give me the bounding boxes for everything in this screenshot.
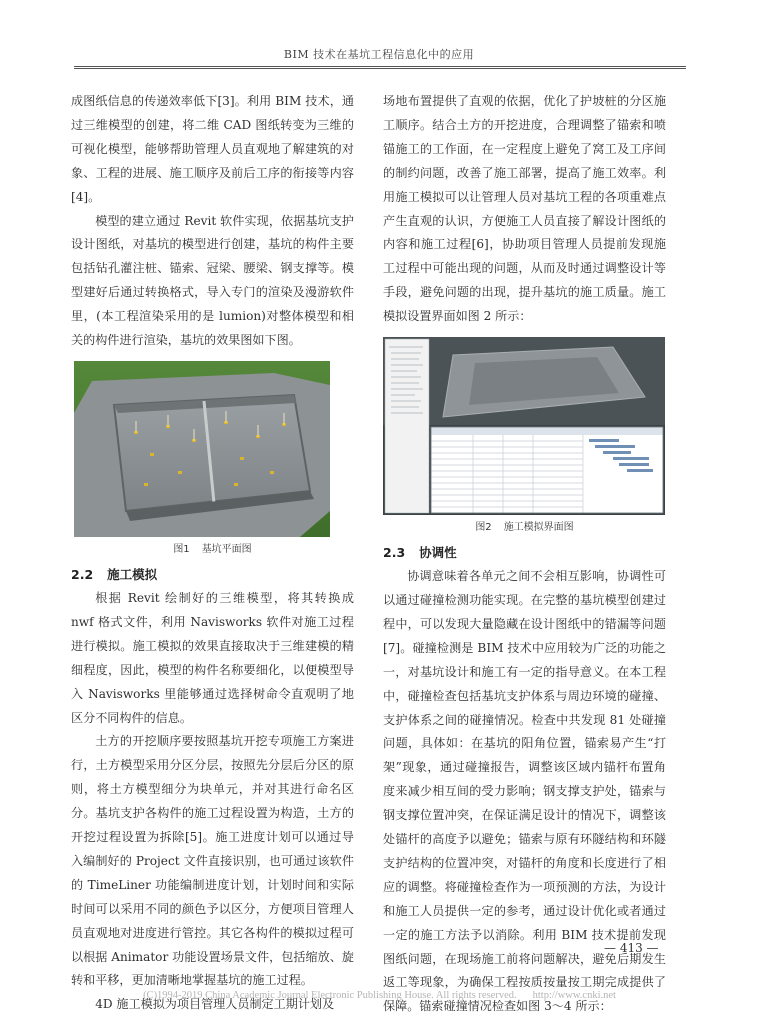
figure-1-image (74, 361, 330, 537)
section-title: 施工模拟 (107, 566, 158, 582)
copyright-text: (C)1994-2019 China Academic Journal Electronic Publishing House. All rights reserved. (143, 990, 517, 1001)
paragraph: 成图纸信息的传递效率低下[3]。利用 BIM 技术，通过三维模型的创建，将二维 CAD 图纸转变为三维的可视化模型，能够帮助管理人员直观地了解建筑的对象、工程的进展、施工顺序及前后工序的衔接等内容[4]。 (71, 94, 354, 204)
running-header: BIM 技术在基坑工程信息化中的应用 (283, 48, 475, 61)
footer-url[interactable]: http://www.cnki.net (532, 990, 616, 1001)
figure-label: 图1 (173, 543, 190, 555)
page-number: — 413 — (604, 941, 659, 955)
figure-label: 图2 (475, 522, 492, 534)
figure-caption-text: 施工模拟界面图 (503, 522, 574, 534)
figure-caption-text: 基坑平面图 (201, 543, 252, 555)
figure-2-image (383, 337, 665, 515)
foundation-pit-render (74, 361, 330, 537)
paragraph: 4D 施工模拟为项目管理人员制定工期计划及 (95, 997, 335, 1012)
footer-copyright (0, 990, 759, 1001)
section-number: 2.2 (71, 566, 94, 582)
paragraph: 场地布置提供了直观的依据，优化了护坡桩的分区施工顺序。结合土方的开挖进度，合理调整了锚索和喷锚施工的工作面，在一定程度上避免了窝工及工序间的制约问题，改善了施工部署，提高了施工效率。利用施工模拟可以让管理人员对基坑工程的各项重难点产生直观的认识，方便施工人员直接了解设计图纸的内容和施工过程[6]，协助项目管理人员提前发现施工过程中可能出现的问题，从而及时通过调整设计等手段，避免问题的出现，提升基坑的施工质量。施工模拟设置界面如图 2 所示： (383, 94, 666, 324)
paragraph: 根据 Revit 绘制好的三维模型，将其转换成 nwf 格式文件，利用 Navisworks 软件对施工过程进行模拟。施工模拟的效果直接取决于三维建模的精细程度，因此，模型的构件名称要细化，以便模型导入 Navisworks 里能够通过选择树命令直观明了地区分不同构件的信息。 (71, 590, 354, 725)
header-rule (74, 66, 686, 69)
paragraph: 模型的建立通过 Revit 软件实现，依据基坑支护设计图纸，对基坑的模型进行创建，基坑的构件主要包括钻孔灌注桩、锚索、冠梁、腰梁、钢支撑等。模型建好后通过转换格式，导入专门的渲染及漫游软件里，(本工程渲染采用的是 lumion)对整体模型和相关的构件进行渲染，基坑的效果图如下图。 (71, 213, 354, 348)
left-column (71, 90, 354, 1017)
section-heading (71, 563, 354, 587)
section-number: 2.3 (383, 545, 406, 561)
figure-1-caption (71, 537, 354, 563)
figure-2-caption (383, 515, 666, 541)
right-column (383, 90, 666, 1019)
paragraph: 协调意味着各单元之间不会相互影响，协调性可以通过碰撞检测功能实现。在完整的基坑模型创建过程中，可以发现大量隐藏在设计图纸中的错漏等问题[7]。碰撞检测是 BIM 技术中应用较为广泛的功能之一，对基坑设计和施工有一定的指导意义。在本工程中，碰撞检查包括基坑支护体系与周边环境的碰撞、支护体系之间的碰撞情况。检查中共发现 81 处碰撞问题，具体如：在基坑的阳角位置，锚索易产生“打架”现象，通过碰撞报告，调整该区域内锚杆布置角度来减少相互间的受力影响；钢支撑支护处，锚索与钢支撑位置冲突，在保证满足设计的情况下，调整该处锚杆的高度予以避免；锚索与原有环隧结构和环隧支护结构的位置冲突，对锚杆的角度和长度进行了相应的调整。将碰撞检查作为一项预测的方法，为设计和施工人员提供一定的参考，通过设计优化或者通过一定的施工方法予以消除。利用 BIM 技术提前发现图纸问题，在现场施工前将问题解决，避免后期发生返工等现象，为确保工程按质按量按工期完成提供了保障。锚索碰撞情况检查如图 3～4 所示： (383, 569, 666, 1014)
simulation-interface-screenshot (383, 337, 665, 515)
section-heading (383, 541, 666, 565)
paragraph: 土方的开挖顺序要按照基坑开挖专项施工方案进行，土方模型采用分区分层，按照先分层后分区的原则，将土方模型细分为块单元，并对其进行命名区分。基坑支护各构件的施工过程设置为构造，土方的开挖过程设置为拆除[5]。施工进度计划可以通过导入编制好的 Project 文件直接识别，也可通过该软件的 TimeLiner 功能编制进度计划，计划时间和实际时间可以采用不同的颜色予以区分，方便项目管理人员直观地对进度进行管控。其它各构件的模拟过程可以根据 Animator 功能设置场景文件，包括缩放、旋转和平移，更加清晰地掌握基坑的施工过程。 (71, 734, 354, 988)
section-title: 协调性 (419, 545, 457, 561)
